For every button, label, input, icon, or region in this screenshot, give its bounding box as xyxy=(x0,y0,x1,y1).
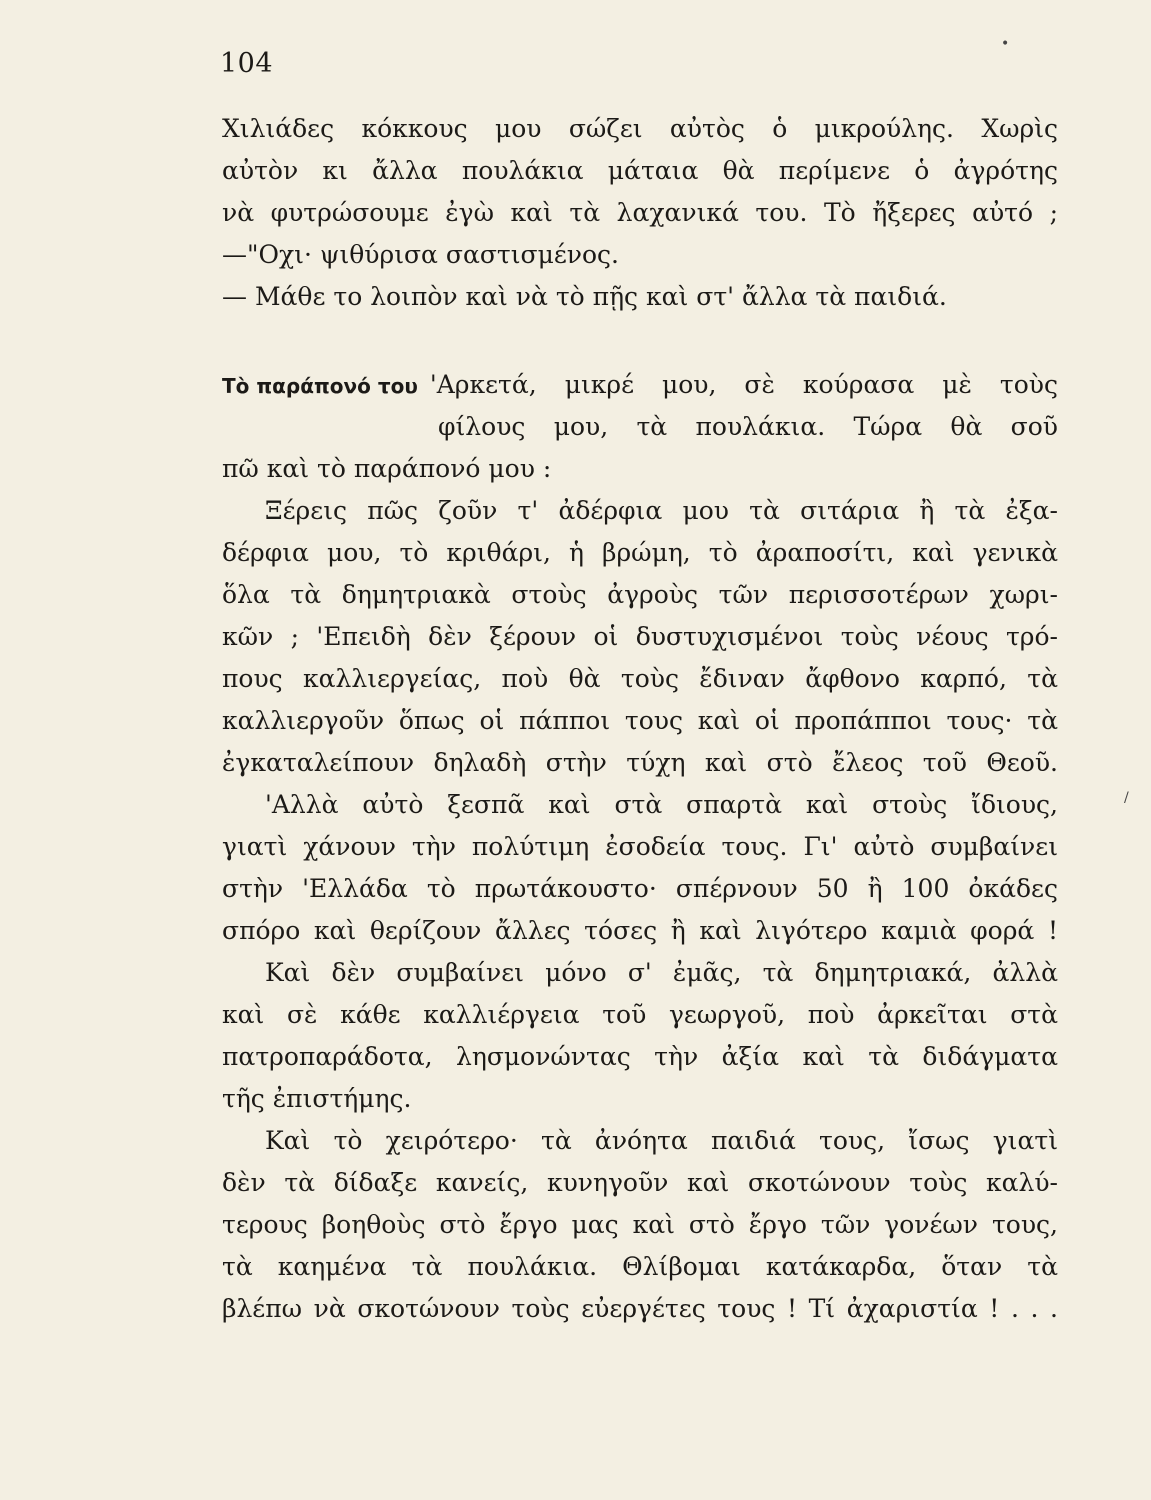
paragraph-line: δέρφια μου, τὸ κριθάρι, ἡ βρώμη, τὸ ἀραποσίτι, καὶ γενικὰ xyxy=(222,538,1058,567)
paragraph-line: Ξέρεις πῶς ζοῦν τ' ἀδέρφια μου τὰ σιτάρια ἢ τὰ ἐξα- xyxy=(265,496,1058,525)
paragraph-line: κῶν ; 'Επειδὴ δὲν ξέρουν οἱ δυστυχισμένοι τοὺς νέους τρό- xyxy=(222,622,1058,651)
paragraph-line: τερους βοηθοὺς στὸ ἔργο μας καὶ στὸ ἔργο τῶν γονέων τους, xyxy=(222,1210,1058,1239)
section-text: πῶ καὶ τὸ παράπονό μου : xyxy=(222,454,552,483)
paragraph-line: καὶ σὲ κάθε καλλιέργεια τοῦ γεωργοῦ, ποὺ ἀρκεῖται στὰ xyxy=(222,1000,1058,1029)
paragraph-line: δὲν τὰ δίδαξε κανείς, κυνηγοῦν καὶ σκοτώνουν τοὺς καλύ- xyxy=(222,1168,1058,1197)
section-first-line xyxy=(222,368,1058,403)
paragraph-line: πους καλλιεργείας, ποὺ θὰ τοὺς ἔδιναν ἄφθονο καρπό, τὰ xyxy=(222,664,1058,693)
section-text: φίλους μου, τὰ πουλάκια. Τώρα θὰ σοῦ xyxy=(438,412,1058,441)
section-text: 'Αρκετά, μικρέ μου, σὲ κούρασα μὲ τοὺς xyxy=(429,370,1058,399)
paragraph-line: γιατὶ χάνουν τὴν πολύτιμη ἐσοδεία τους. Γι' αὐτὸ συμβαίνει xyxy=(222,832,1058,861)
paragraph-line: ἐγκαταλείπουν δηλαδὴ στὴν τύχη καὶ στὸ ἔλεος τοῦ Θεοῦ. xyxy=(222,748,1058,777)
margin-mark: / xyxy=(1124,790,1129,806)
dialogue-line: — Μάθε το λοιπὸν καὶ νὰ τὸ πῇς καὶ στ' ἄλλα τὰ παιδιά. xyxy=(222,282,947,311)
dialogue-line: —"Οχι· ψιθύρισα σαστισμένος. xyxy=(222,240,619,269)
paragraph-line: 'Αλλὰ αὐτὸ ξεσπᾶ καὶ στὰ σπαρτὰ καὶ στοὺς ἴδιους, xyxy=(265,790,1058,819)
paragraph-line: Καὶ δὲν συμβαίνει μόνο σ' ἐμᾶς, τὰ δημητριακά, ἀλλὰ xyxy=(265,958,1058,987)
paragraph-line: πατροπαράδοτα, λησμονώντας τὴν ἀξία καὶ τὰ διδάγματα xyxy=(222,1042,1058,1071)
paragraph-line: βλέπω νὰ σκοτώνουν τοὺς εὐεργέτες τους ! Τί ἀχαριστία ! . . . xyxy=(222,1294,1058,1323)
paragraph-line: Καὶ τὸ χειρότερο· τὰ ἀνόητα παιδιά τους, ἴσως γιατὶ xyxy=(265,1126,1058,1155)
text-line: νὰ φυτρώσουμε ἐγὼ καὶ τὰ λαχανικά του. Τὸ ἤξερες αὐτό ; xyxy=(222,198,1058,227)
text-line: αὐτὸν κι ἄλλα πουλάκια μάταια θὰ περίμενε ὁ ἀγρότης xyxy=(222,156,1058,185)
paragraph-line: ὅλα τὰ δημητριακὰ στοὺς ἀγροὺς τῶν περισσοτέρων χωρι- xyxy=(222,580,1058,609)
page-number: 104 xyxy=(220,48,274,79)
print-speck: • xyxy=(1001,36,1010,52)
paragraph-line: τὰ καημένα τὰ πουλάκια. Θλίβομαι κατάκαρδα, ὅταν τὰ xyxy=(222,1252,1058,1281)
paragraph-line: τῆς ἐπιστήμης. xyxy=(222,1084,412,1113)
paragraph-line: στὴν 'Ελλάδα τὸ πρωτάκουστο· σπέρνουν 50 ἢ 100 ὀκάδες xyxy=(222,874,1058,903)
text-line: Χιλιάδες κόκκους μου σώζει αὐτὸς ὁ μικρούλης. Χωρὶς xyxy=(222,114,1058,143)
section-heading: Τὸ παράπονό του xyxy=(222,374,418,398)
paragraph-line: καλλιεργοῦν ὅπως οἱ πάπποι τους καὶ οἱ προπάπποι τους· τὰ xyxy=(222,706,1058,735)
paragraph-line: σπόρο καὶ θερίζουν ἄλλες τόσες ἢ καὶ λιγότερο καμιὰ φορά ! xyxy=(222,916,1058,945)
